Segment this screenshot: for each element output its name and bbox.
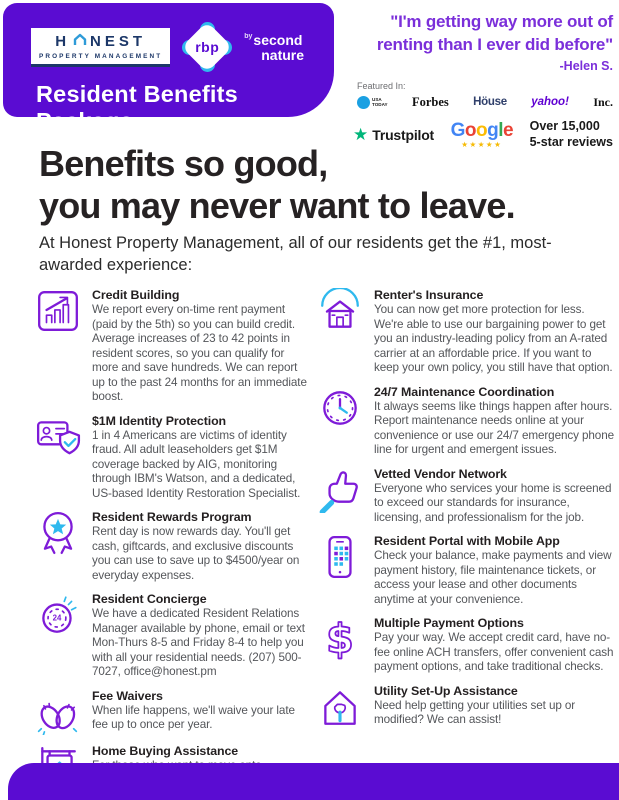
benefits-column-left [34, 288, 308, 799]
concierge-dial-icon [34, 592, 81, 680]
google-word: Google [450, 119, 514, 141]
benefit-title: Resident Portal with Mobile App [374, 534, 560, 548]
benefit-description: 1 in 4 Americans are victims of identity fraud. All adult leaseholders get $1M coverage backed by AIG, monitoring through IBM's Watson, and a dedicated, US-based Identity Restoration Specialist. [92, 428, 301, 500]
house-beautiful-logo: Höuse [473, 96, 507, 109]
social-proof-panel [347, 10, 613, 150]
insured-house-icon [316, 288, 363, 376]
trustpilot-star-icon: ★ [353, 125, 369, 145]
benefit-title: Utility Set-Up Assistance [374, 683, 518, 698]
benefit-title: Vetted Vendor Network [374, 466, 507, 481]
benefit-item-payment-options [316, 616, 614, 675]
clapping-hands-icon [34, 689, 81, 735]
benefit-description: It always seems like things happen after hours. Report maintenance needs online at your convenience or use our 24/7 emergency phone line for urgent and emergent issues. [374, 399, 615, 456]
benefit-title: 24/7 Maintenance Coordination [374, 384, 555, 399]
testimonial-attribution: -Helen S. [559, 58, 613, 73]
utility-house-wrench-icon [316, 684, 363, 730]
benefit-item-rewards [34, 510, 308, 583]
brand-header-card [3, 3, 334, 134]
forbes-logo: Forbes [411, 94, 449, 109]
rbp-badge-icon [184, 24, 230, 70]
benefit-item-resident-portal [316, 534, 614, 607]
benefit-description: Rent day is now rewards day. You'll get cash, giftcards, and exclusive discounts you can use to save up to $4500/year on everyday expenses. [92, 525, 300, 582]
benefit-item-vendor-network [316, 467, 614, 526]
svg-text:$: $ [325, 616, 354, 662]
benefit-description: Everyone who services your home is screened to exceed our standards for insurance, licensing, and professionalism for the job. [374, 481, 612, 524]
rewards-ribbon-icon [34, 510, 81, 583]
featured-in-label: Featured In: [357, 80, 406, 91]
clock-icon [316, 385, 363, 458]
benefit-title: Renter's Insurance [374, 288, 484, 302]
package-title: Resident Benefits Package [36, 81, 238, 134]
benefit-description: We have a dedicated Resident Relations Manager available by phone, email or text Mon-Thurs 8-5 and Friday 8-4 to help you with all your residential needs. (207) 500-7027, office@honest.pm [92, 607, 305, 678]
yahoo-logo: yahoo! [531, 96, 569, 109]
benefit-title: $1M Identity Protection [92, 413, 227, 428]
benefit-title: Resident Rewards Program [92, 510, 252, 524]
benefit-title: Home Buying Assistance [92, 743, 239, 758]
honest-property-management-logo [31, 28, 170, 67]
benefit-title: Credit Building [92, 288, 180, 302]
usa-today-circle-icon [357, 96, 370, 109]
partner-name-line2: nature [261, 46, 305, 63]
second-nature-logo [244, 33, 304, 62]
benefit-item-identity-protection [34, 414, 308, 502]
benefit-description: Check your balance, make payments and view payment history, file maintenance tickets, or access your lease and other documents anytime at your convenience. [374, 549, 612, 606]
usa-today-logo: USA TODAY [357, 96, 388, 109]
footer-bar [8, 763, 619, 800]
benefit-title: Multiple Payment Options [374, 616, 524, 630]
review-count: Over 15,000 5-star reviews [529, 118, 613, 149]
benefit-item-credit-building [34, 288, 308, 405]
logo-subtitle: PROPERTY MANAGEMENT [39, 52, 163, 60]
by-label: by [244, 32, 253, 40]
mobile-app-icon [316, 534, 363, 607]
trustpilot-logo: ★ Trustpilot [353, 125, 435, 145]
credit-building-icon [34, 288, 81, 405]
svg-text:24: 24 [52, 613, 61, 623]
benefit-description: Need help getting your utilities set up or modified? We can assist! [374, 698, 576, 726]
logo-letter-h: H [55, 32, 71, 50]
thumbs-up-icon [316, 467, 363, 526]
google-stars-icon: ★★★★★ [461, 139, 503, 149]
benefit-title: Fee Waivers [92, 688, 163, 703]
benefits-column-right [316, 288, 614, 799]
inc-logo: Inc. [593, 94, 613, 109]
logo-letters-nest: NEST [90, 32, 147, 50]
press-logos-row [357, 95, 613, 110]
intro-paragraph: At Honest Property Management, all of our residents get the #1, most-awarded experience: [39, 234, 552, 275]
benefit-title: Resident Concierge [92, 592, 207, 606]
benefit-description: Pay your way. We accept credit card, have no-fee online ACH transfers, offer convenient cash payment options, and take traditional checks. [374, 631, 614, 673]
page-headline: Benefits so good, you may never want to leave. [39, 143, 515, 227]
benefit-description: We report every on-time rent payment (paid by the 5th) so you can build credit. Average increases of 23 to 42 points in resident scores, so you can qualify for more and save hundreds. We can report up to the past 24 months for an immediate boost. [92, 303, 307, 403]
benefit-item-fee-waivers [34, 689, 308, 735]
identity-protection-icon [34, 414, 81, 502]
benefit-item-maintenance [316, 385, 614, 458]
benefit-item-renters-insurance [316, 288, 614, 376]
benefit-description: When life happens, we'll waive your late fee up to once per year. [92, 703, 295, 731]
house-letter-o-icon [73, 33, 87, 50]
partner-name-line1: second [253, 31, 303, 48]
benefit-item-concierge [34, 592, 308, 680]
rbp-label: rbp [195, 39, 220, 55]
benefit-description: You can now get more protection for less. We're able to use our bargaining power to get you an industry-leading policy from an A-rated carrier at an affordable price. If you want to keep your own policy, you still have that option. [374, 303, 613, 374]
benefits-grid [34, 288, 614, 799]
testimonial-quote: "I'm getting way more out of renting than I ever did before" [376, 12, 613, 55]
benefit-item-utility-setup [316, 684, 614, 730]
dollar-sign-icon [316, 616, 363, 675]
